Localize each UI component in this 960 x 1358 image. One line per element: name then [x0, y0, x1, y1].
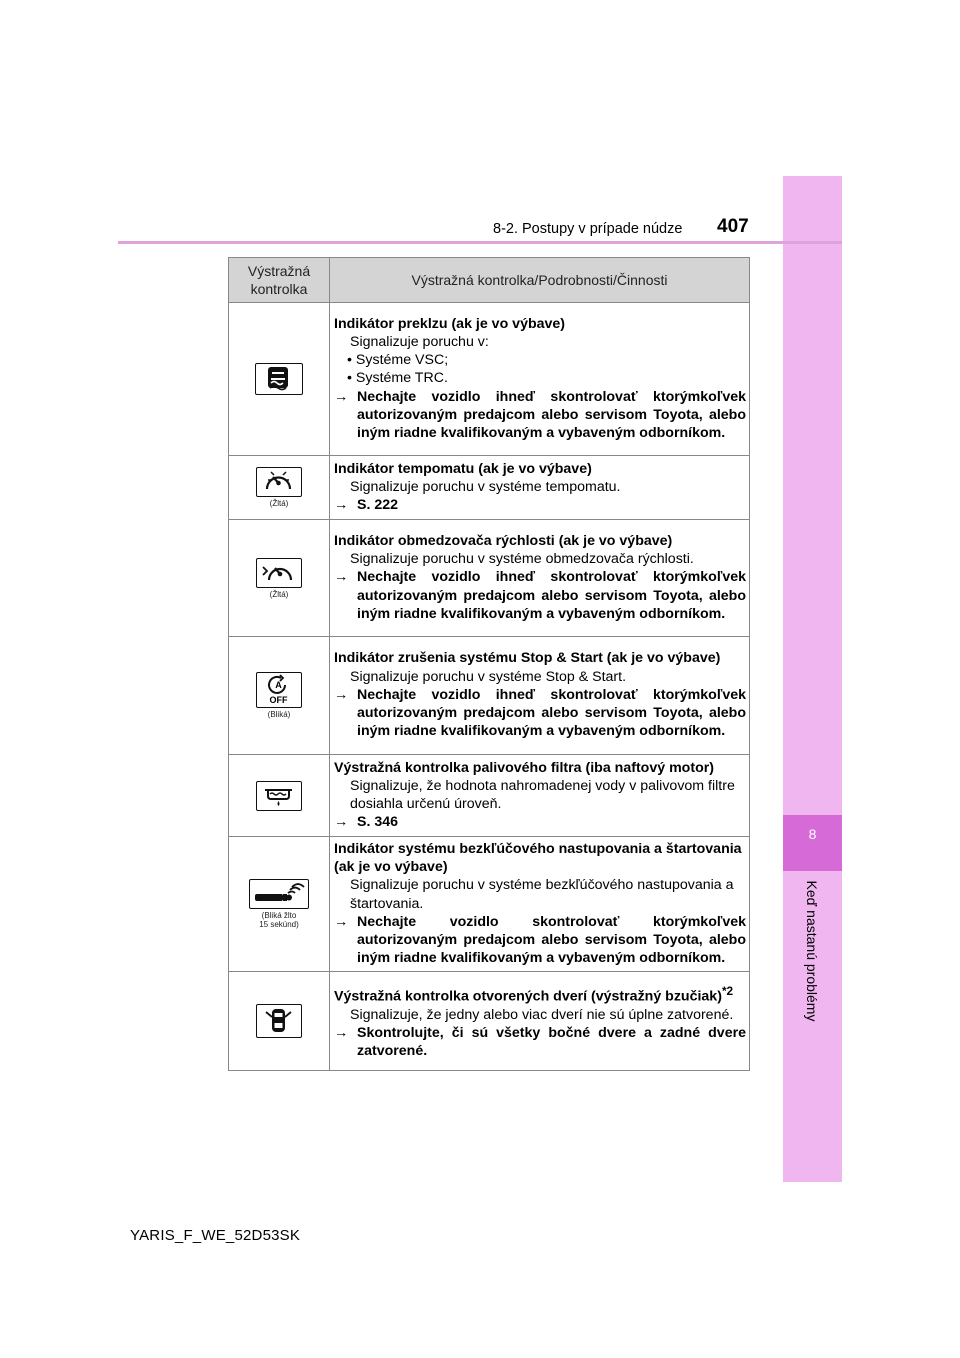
row-action: → Nechajte vozidlo ihneď skontrolovať ktorýmkoľvek autorizovaným predajcom alebo servisom Toyota, alebo iným riadne kvalifikovaným a vybaveným odborníkom.: [334, 569, 746, 622]
document-code: YARIS_F_WE_52D53SK: [130, 1227, 301, 1244]
row-text: Signalizuje, že hodnota nahromadenej vody v palivovom filtre dosiahla určenú úroveň.: [350, 777, 735, 812]
table-row: [229, 456, 750, 520]
arrow-icon: →: [334, 1024, 349, 1041]
table-row: [229, 837, 750, 972]
row-title: Indikátor obmedzovača rýchlosti (ak je vo výbave): [334, 532, 673, 549]
row-text: Signalizuje poruchu v systéme tempomatu.: [350, 478, 621, 495]
footnote-mark: *2: [721, 983, 734, 998]
page-number: 407: [717, 216, 749, 237]
table-row: [229, 972, 750, 1071]
section-title: 8-2. Postupy v prípade núdze: [493, 221, 683, 237]
door-open-icon: [256, 1004, 302, 1038]
row-text: Signalizuje poruchu v systéme bezkľúčového nastupovania a štartovania.: [350, 877, 734, 912]
arrow-icon: →: [334, 569, 349, 586]
row-action: → Nechajte vozidlo ihneď skontrolovať ktorýmkoľvek autorizovaným predajcom alebo servisom Toyota, alebo iným riadne kvalifikovaným a vybaveným odborníkom.: [334, 388, 746, 441]
row-title: Indikátor systému bezkľúčového nastupovania a štartovania (ak je vo výbave): [334, 841, 742, 876]
cruise-control-icon: [256, 467, 302, 497]
row-title: Indikátor tempomatu (ak je vo výbave): [334, 460, 592, 477]
bullet-item: • Systéme TRC.: [347, 370, 448, 387]
row-title: Výstražná kontrolka otvorených dverí (výstražný bzučiak)$^{*2}$: [334, 983, 734, 1005]
svg-text:OFF: OFF: [269, 695, 288, 705]
row-text: Signalizuje poruchu v systéme obmedzovača rýchlosti.: [350, 551, 694, 568]
row-text: Signalizuje, že jedny alebo viac dverí nie sú úplne zatvorené.: [350, 1006, 734, 1023]
warning-lights-table: [228, 257, 750, 1071]
svg-text:A: A: [275, 680, 282, 690]
arrow-icon: →: [334, 388, 349, 405]
side-tab-active-chapter[interactable]: [783, 815, 842, 871]
row-text: Signalizuje poruchu v systéme Stop & Start.: [350, 668, 627, 685]
icon-caption: (Bliká žlto 15 sekúnd): [259, 911, 299, 930]
arrow-icon: →: [334, 913, 349, 930]
speed-limiter-icon: [256, 558, 302, 588]
icon-caption: (Žltá): [269, 499, 289, 508]
icon-caption: (Žltá): [269, 589, 289, 599]
table-row: [229, 637, 750, 755]
side-tab-chapter-number: 8: [808, 826, 817, 842]
slip-indicator-icon: [255, 363, 303, 395]
bullet-item: • Systéme VSC;: [347, 352, 449, 369]
table-header-col2: Výstražná kontrolka/Podrobnosti/Činnosti: [330, 258, 750, 303]
arrow-icon: →: [334, 814, 349, 831]
row-title: Výstražná kontrolka palivového filtra (iba naftový motor): [334, 759, 714, 776]
row-title: Indikátor zrušenia systému Stop & Start (ak je vo výbave): [334, 650, 721, 667]
row-action: → Nechajte vozidlo skontrolovať ktorýmkoľvek autorizovaným predajcom alebo servisom Toyota, alebo iným riadne kvalifikovaným a vybaveným odborníkom.: [334, 913, 746, 967]
header-rule: [118, 241, 842, 244]
table-row: [229, 303, 750, 456]
side-tab-bar: [783, 176, 842, 1182]
table-header-row: [229, 258, 750, 303]
stop-start-off-icon: [256, 672, 302, 708]
row-action: → S. 222: [334, 497, 399, 514]
row-text: Signalizuje poruchu v:: [350, 333, 489, 350]
table-header-col1: Výstražná kontrolka: [229, 258, 330, 303]
arrow-icon: →: [334, 497, 349, 514]
side-tab-chapter-label: Keď nastanú problémy: [804, 880, 820, 1022]
table-row: [229, 520, 750, 637]
row-action: → S. 346: [334, 814, 399, 831]
row-action: → Skontrolujte, či sú všetky bočné dvere a zadné dvere zatvorené.: [334, 1024, 746, 1059]
icon-caption: (Bliká): [267, 710, 291, 719]
arrow-icon: →: [334, 686, 349, 703]
row-action: → Nechajte vozidlo ihneď skontrolovať ktorýmkoľvek autorizovaným predajcom alebo servisom Toyota, alebo iným riadne kvalifikovaným a vybaveným odborníkom.: [334, 686, 746, 740]
fuel-filter-icon: [256, 781, 302, 811]
row-title: Indikátor preklzu (ak je vo výbave): [334, 315, 566, 332]
smart-key-icon: [249, 879, 309, 909]
table-row: [229, 755, 750, 837]
